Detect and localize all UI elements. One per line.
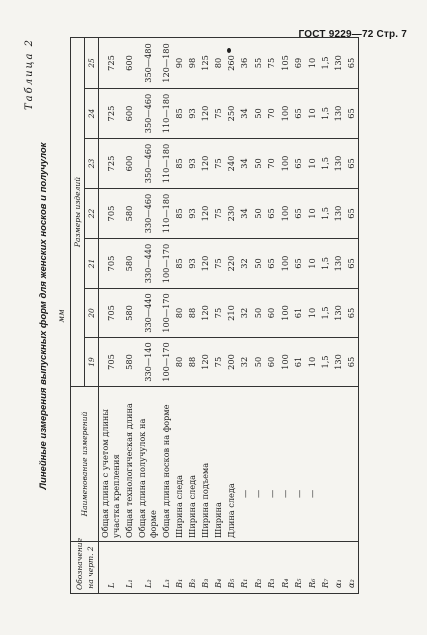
row-name: Общая длина получулок на форме	[136, 387, 160, 542]
row-value: 130	[332, 338, 345, 387]
row-value: 65	[265, 239, 279, 289]
row-value: 240	[225, 139, 238, 189]
row-value: 705	[99, 289, 124, 338]
row-value: 34	[238, 139, 252, 189]
row-dash: —	[266, 489, 277, 498]
table-row	[99, 38, 124, 594]
table-row	[186, 38, 199, 594]
table-row	[306, 38, 320, 594]
row-value: 10	[306, 38, 320, 89]
header-size: 19	[85, 338, 99, 387]
row-value: 130	[332, 239, 345, 289]
row-value: 100	[279, 338, 293, 387]
row-value: 350—460	[136, 139, 160, 189]
row-name: Ширина подъема	[199, 387, 212, 542]
row-symbol: R₂	[252, 542, 266, 594]
row-value: 80	[173, 338, 186, 387]
row-value: 65	[345, 38, 359, 89]
table-row	[332, 38, 345, 594]
row-name	[292, 387, 306, 542]
row-value: 705	[99, 239, 124, 289]
row-symbol: B₁	[173, 542, 186, 594]
row-value: 100—170	[160, 239, 173, 289]
row-value: 130	[332, 289, 345, 338]
table-unit: мм	[57, 309, 66, 323]
row-name: Ширина следа	[186, 387, 199, 542]
row-value: 110—180	[160, 89, 173, 139]
header-size: 21	[85, 239, 99, 289]
row-value: 65	[345, 239, 359, 289]
table-row	[136, 38, 160, 594]
row-value: 330—440	[136, 289, 160, 338]
row-value: 130	[332, 189, 345, 239]
table-row	[279, 38, 293, 594]
header-size: 22	[85, 189, 99, 239]
row-dash: —	[307, 489, 317, 498]
row-value: 600	[123, 38, 136, 89]
row-value: 65	[345, 189, 359, 239]
row-value: 50	[252, 239, 266, 289]
table-row	[345, 38, 359, 594]
row-value: 200	[225, 338, 238, 387]
header-size: 24	[85, 89, 99, 139]
table-row	[292, 38, 306, 594]
row-value: 65	[345, 139, 359, 189]
row-value: 100	[279, 289, 293, 338]
row-value: 100—170	[160, 289, 173, 338]
row-value: 725	[99, 89, 124, 139]
row-value: 85	[173, 89, 186, 139]
row-value: 80	[173, 289, 186, 338]
row-value: 61	[292, 338, 306, 387]
row-symbol: L	[99, 542, 124, 594]
row-value: 130	[332, 139, 345, 189]
row-value: 1,5	[319, 89, 332, 139]
row-value: 85	[173, 239, 186, 289]
table-label: Таблица 2	[24, 38, 35, 111]
row-value: 600	[123, 89, 136, 139]
row-value: 100	[279, 89, 293, 139]
row-value: 65	[292, 139, 306, 189]
row-dash: —	[293, 489, 304, 498]
table-row	[319, 38, 332, 594]
row-value: 580	[123, 338, 136, 387]
row-value: 1,5	[319, 338, 332, 387]
row-value: 105	[279, 38, 293, 89]
row-symbol: R₅	[292, 542, 306, 594]
row-value: 50	[252, 89, 266, 139]
row-value: 1,5	[319, 38, 332, 89]
row-value: 220	[225, 239, 238, 289]
row-value: 350—480	[136, 38, 160, 89]
row-name	[279, 387, 293, 542]
header-size: 25	[85, 38, 99, 89]
header-sizes-group: Размеры изделий	[71, 38, 85, 387]
row-value: 330—460	[136, 189, 160, 239]
table-row	[123, 38, 136, 594]
row-value: 580	[123, 189, 136, 239]
row-value: 34	[238, 189, 252, 239]
row-value: 600	[123, 139, 136, 189]
row-value: 65	[345, 338, 359, 387]
row-value: 70	[265, 89, 279, 139]
row-name	[345, 387, 359, 542]
row-value: 50	[252, 289, 266, 338]
row-value: 10	[306, 189, 320, 239]
row-value: 120—180	[160, 38, 173, 89]
table-row	[173, 38, 186, 594]
row-value: 32	[238, 289, 252, 338]
row-dash: —	[253, 489, 263, 498]
row-value: 93	[186, 139, 199, 189]
row-value: 125	[199, 38, 212, 89]
row-symbol: R₃	[265, 542, 279, 594]
row-symbol: B₃	[199, 542, 212, 594]
row-name	[332, 387, 345, 542]
row-value: 120	[199, 338, 212, 387]
row-value: 130	[332, 89, 345, 139]
row-value: 32	[238, 338, 252, 387]
row-name	[238, 387, 252, 542]
row-value: 1,5	[319, 139, 332, 189]
row-value: 100—170	[160, 338, 173, 387]
row-value: 75	[212, 189, 225, 239]
row-value: 10	[306, 89, 320, 139]
row-symbol: B₄	[212, 542, 225, 594]
row-value: 100	[279, 189, 293, 239]
header-size: 23	[85, 139, 99, 189]
row-value: 85	[173, 139, 186, 189]
row-symbol: B₅	[225, 542, 238, 594]
table-row	[238, 38, 252, 594]
row-value: 98	[186, 38, 199, 89]
row-value: 65	[345, 289, 359, 338]
row-name: Ширина	[212, 387, 225, 542]
row-name: Общая технологическая длина	[123, 387, 136, 542]
row-value: 260	[225, 38, 238, 89]
row-name	[319, 387, 332, 542]
row-value: 93	[186, 239, 199, 289]
row-value: 10	[306, 139, 320, 189]
row-value: 60	[265, 289, 279, 338]
row-value: 75	[212, 239, 225, 289]
row-value: 580	[123, 239, 136, 289]
row-name	[265, 387, 279, 542]
measurements-table	[70, 37, 359, 594]
row-value: 60	[265, 338, 279, 387]
row-value: 61	[292, 289, 306, 338]
row-value: 93	[186, 189, 199, 239]
table-row	[212, 38, 225, 594]
row-dash: —	[280, 489, 290, 498]
row-value: 330—440	[136, 239, 160, 289]
row-value: 65	[292, 189, 306, 239]
row-name	[252, 387, 266, 542]
row-name: Длина следа	[225, 387, 238, 542]
row-value: 55	[252, 38, 266, 89]
row-value: 32	[238, 239, 252, 289]
rotated-table-block	[24, 38, 384, 594]
row-value: 50	[252, 139, 266, 189]
row-value: 75	[212, 338, 225, 387]
row-value: 80	[212, 38, 225, 89]
row-value: 69	[292, 38, 306, 89]
row-value: 120	[199, 139, 212, 189]
row-value: 10	[306, 239, 320, 289]
row-value: 65	[265, 189, 279, 239]
row-symbol: α₁	[332, 542, 345, 594]
row-value: 36	[238, 38, 252, 89]
row-value: 130	[332, 38, 345, 89]
row-value: 100	[279, 239, 293, 289]
row-symbol: L₂	[136, 542, 160, 594]
row-value: 65	[345, 89, 359, 139]
row-value: 50	[252, 338, 266, 387]
row-name: Общая длина носков на форме	[160, 387, 173, 542]
row-value: 705	[99, 338, 124, 387]
row-value: 75	[265, 38, 279, 89]
row-value: 705	[99, 189, 124, 239]
row-value: 85	[173, 189, 186, 239]
row-symbol: R₇	[319, 542, 332, 594]
row-dash: —	[239, 489, 250, 498]
row-value: 75	[212, 89, 225, 139]
row-value: 50	[252, 189, 266, 239]
table-row	[160, 38, 173, 594]
table-title: Линейные измерения выпускных форм для женских носков и получулок	[38, 142, 49, 490]
row-value: 350—460	[136, 89, 160, 139]
table-row	[225, 38, 238, 594]
row-value: 110—180	[160, 139, 173, 189]
row-symbol: L₁	[123, 542, 136, 594]
row-symbol: α₂	[345, 542, 359, 594]
table-row	[265, 38, 279, 594]
row-name	[306, 387, 320, 542]
row-value: 1,5	[319, 189, 332, 239]
row-value: 75	[212, 139, 225, 189]
page-header: ГОСТ 9229—72 Стр. 7	[298, 29, 407, 40]
row-name: Общая длина с учетом длины участка крепления	[99, 387, 124, 542]
row-symbol: R₆	[306, 542, 320, 594]
row-name: Ширина следа	[173, 387, 186, 542]
row-value: 1,5	[319, 289, 332, 338]
table-row	[199, 38, 212, 594]
row-value: 120	[199, 89, 212, 139]
row-value: 10	[306, 289, 320, 338]
row-value: 1,5	[319, 239, 332, 289]
row-value: 230	[225, 189, 238, 239]
row-symbol: L₃	[160, 542, 173, 594]
row-value: 88	[186, 338, 199, 387]
row-value: 250	[225, 89, 238, 139]
row-symbol: R₁	[238, 542, 252, 594]
row-value: 65	[292, 239, 306, 289]
row-value: 120	[199, 289, 212, 338]
row-value: 330—140	[136, 338, 160, 387]
row-value: 34	[238, 89, 252, 139]
row-value: 65	[292, 89, 306, 139]
row-value: 90	[173, 38, 186, 89]
row-value: 210	[225, 289, 238, 338]
table-row	[252, 38, 266, 594]
row-value: 110—180	[160, 189, 173, 239]
row-value: 75	[212, 289, 225, 338]
row-symbol: B₂	[186, 542, 199, 594]
row-value: 100	[279, 139, 293, 189]
header-size: 20	[85, 289, 99, 338]
row-value: 93	[186, 89, 199, 139]
header-symbol: Обозначение на черт. 2	[71, 542, 99, 594]
header-name: Наименование измерений	[71, 387, 99, 542]
row-value: 725	[99, 38, 124, 89]
row-value: 120	[199, 239, 212, 289]
row-value: 70	[265, 139, 279, 189]
row-symbol: R₄	[279, 542, 293, 594]
row-value: 580	[123, 289, 136, 338]
row-value: 10	[306, 338, 320, 387]
row-value: 88	[186, 289, 199, 338]
row-value: 725	[99, 139, 124, 189]
row-value: 120	[199, 189, 212, 239]
